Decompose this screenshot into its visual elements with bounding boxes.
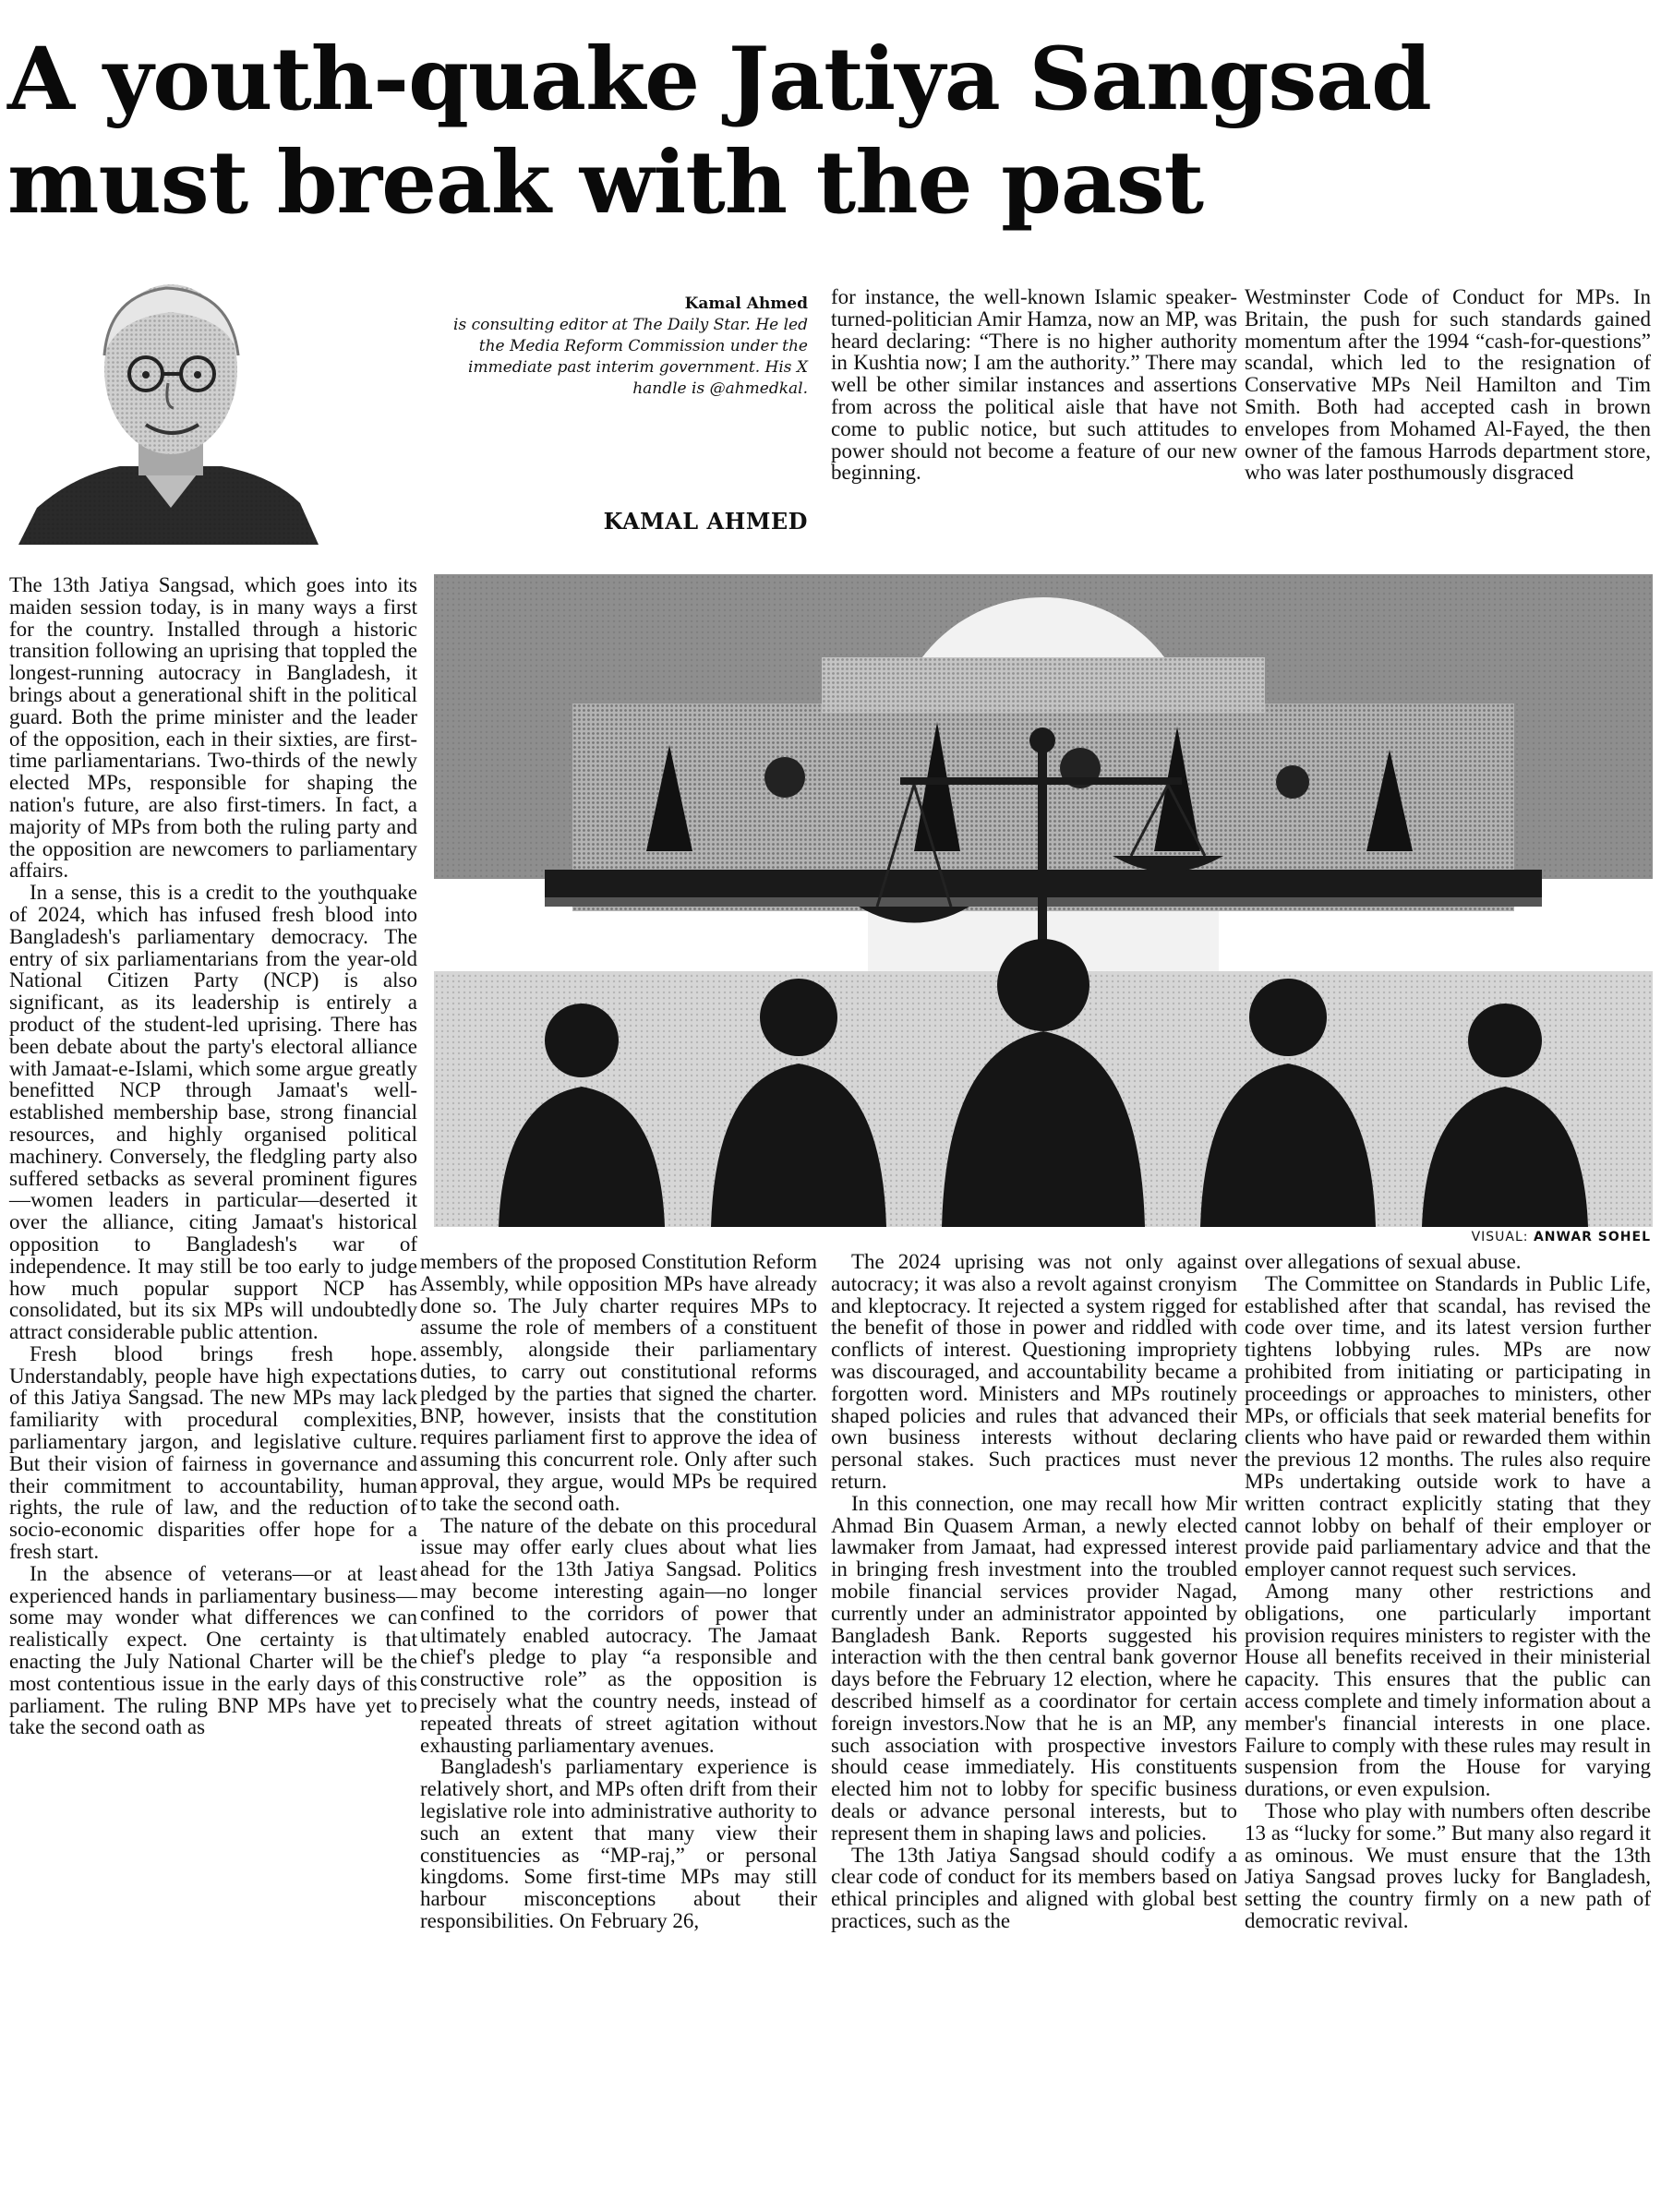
paragraph: Among many other restrictions and obligations, one particularly important provision requires ministers to register with the House all benefits received in their ministerial capacity. This ensures that the public can access complete and timely information about a member's financial interests in one place. Failure to comply with these rules may result in suspension from the House for varying durations, or even expulsion. <box>1245 1579 1651 1801</box>
paragraph: Those who play with numbers often describe 13 as “lucky for some.” But many also regard it as ominous. We must ensure that the 13th Jatiya Sangsad proves lucky for Bangladesh, setting the country firmly on a new path of democratic revival. <box>1245 1798 1651 1932</box>
paragraph: In the absence of veterans—or at least experienced hands in parliamentary business—some may wonder what differences we can realistically expect. One certainty is that enacting the July National Charter will be the most contentious issue in the early days of this parliament. The ruling BNP MPs have yet to take the second oath as <box>9 1561 417 1739</box>
paragraph: Bangladesh's parliamentary experience is relatively short, and MPs often drift from their legislative role into administrative authority to such an extent that many view their constituencies as “MP-raj,” or personal kingdoms. Some first-time MPs may still harbour misconceptions about their responsibilities. On February 26, <box>420 1755 817 1932</box>
paragraph: members of the proposed Constitution Reform Assembly, while opposition MPs have already done so. The July charter requires MPs to assume the role of members of a constituent assembly, alongside their parliamentary duties, to carry out constitutional reforms pledged by the parties that signed the charter. BNP, however, insists that the constitution requires parliament first to approve the idea of assuming this concurrent role. Only after such approval, they argue, would MPs be required to take the second oath. <box>420 1250 817 1515</box>
credit-name: ANWAR SOHEL <box>1533 1230 1651 1244</box>
paragraph: Fresh blood brings fresh hope. Understandably, people have high expectations of this Jatiya Sangsad. The new MPs may lack familiarity with procedural complexities, parliamentary jargon, and legislative culture. But their vision of fairness in governance and their commitment to accountability, human rights, the rule of law, and the reduction of socio-economic disparities offer hope for a fresh start. <box>9 1341 417 1564</box>
paragraph: In this connection, one may recall how Mir Ahmad Bin Quasem Arman, a newly elected lawmaker from Jamaat, had expressed interest in bringing fresh investment into the troubled mobile financial services provider Nagad, currently under an administrator appointed by Bangladesh Bank. Reports suggested his interaction with the then central bank governor days before the February 12 election, where he described himself as a coordinator for certain foreign investors.Now that he is an MP, any such association with prospective investors should cease immediately. His constituents elected him not to lobby for specific business deals or advance personal interests, but to represent them in shaping laws and policies. <box>831 1491 1237 1845</box>
illustration-credit <box>1293 1230 1651 1244</box>
column-3 <box>831 1251 1237 1932</box>
column-2 <box>420 1251 817 1932</box>
column-3-top <box>831 286 1237 484</box>
column-4 <box>1245 1251 1651 1932</box>
author-bio <box>434 294 808 400</box>
author-portrait <box>9 277 323 545</box>
paragraph: over allegations of sexual abuse. <box>1245 1250 1522 1273</box>
byline: KAMAL AHMED <box>603 508 808 535</box>
paragraph: Westminster Code of Conduct for MPs. In Britain, the push for such standards gained momentum after the 1994 “cash-for-questions” scandal, which led to the resignation of Conservative MPs Neil Hamilton and Tim Smith. Both had accepted cash in brown envelopes from Mohamed Al-Fayed, the then owner of the famous Harrods department store, who was later posthumously disgraced <box>1245 285 1651 485</box>
paragraph: In a sense, this is a credit to the youthquake of 2024, which has infused fresh blood into Bangladesh's parliamentary democracy. The entry of six parliamentarians from the year-old National Citizen Party (NCP) is also significant, as its leadership is entirely a product of the student-led uprising. There has been debate about the party's electoral alliance with Jamaat-e-Islami, which some argue greatly benefitted NCP through Jamaat's well-established membership base, strong financial resources, and highly organised political machinery. Conversely, the fledgling party also suffered setbacks as several prominent figures—women leaders in particular—deserted it over the alliance, citing Jamaat's historical opposition to Bangladesh's war of independence. It may still be too early to judge how much popular support NCP has consolidated, but its six MPs will undoubtedly attract considerable public attention. <box>9 881 417 1344</box>
paragraph: The 13th Jatiya Sangsad should codify a clear code of conduct for its members based on ethical principles and aligned with global best practices, such as the <box>831 1843 1237 1932</box>
headline-line-2: must break with the past <box>7 132 1204 234</box>
paragraph: The nature of the debate on this procedural issue may offer early clues about what lies ahead for the 13th Jatiya Sangsad. Politics may become interesting again—no longer confined to the corridors of power that ultimately enabled autocracy. The Jamaat chief's pledge to play “a responsible and constructive role” as the opposition is precisely what the country needs, instead of repeated threats of street agitation without exhausting parliamentary avenues. <box>420 1513 817 1757</box>
column-4-top <box>1245 286 1651 484</box>
headline-line-1: A youth-quake Jatiya Sangsad <box>7 29 1431 130</box>
paragraph: The 13th Jatiya Sangsad, which goes into its maiden session today, is in many ways a first for the country. Installed through a historic transition following an uprising that toppled the longest-running autocracy in Bangladesh, it brings about a generational shift in the political guard. Both the prime minister and the leader of the opposition, each in their sixties, are first-time parliamentarians. Two-thirds of the newly elected MPs, responsible for shaping the nation's future, are also first-timers. In fact, a majority of MPs from both the ruling party and the opposition are newcomers to parliamentary affairs. <box>9 573 417 883</box>
column-1 <box>9 574 417 1738</box>
illustration-parliament <box>434 574 1653 1227</box>
paragraph: for instance, the well-known Islamic speaker-turned-politician Amir Hamza, now an MP, was heard declaring: “There is no higher authority in Kushtia now; I am the authority.” There may well be other similar instances and assertions from across the political aisle that have not come to public notice, but such attitudes to power should not become a feature of our new beginning. <box>831 285 1237 485</box>
credit-label: VISUAL: <box>1471 1230 1529 1244</box>
headline <box>7 28 1651 234</box>
author-name: Kamal Ahmed <box>684 295 808 313</box>
paragraph: The 2024 uprising was not only against autocracy; it was also a revolt against cronyism and kleptocracy. It rejected a system rigged for the benefit of those in power and riddled with conflicts of interest. Questioning impropriety was discouraged, and accountability became a forgotten word. Ministers and MPs routinely shaped policies and rules that advanced their own business interests without declaring personal stakes. Such practices must never return. <box>831 1250 1237 1493</box>
author-description: is consulting editor at The Daily Star. He led the Media Reform Commission under the immediate past interim government. His X handle is @ahmedkal. <box>453 316 808 398</box>
paragraph: The Committee on Standards in Public Life, established after that scandal, has revised the code over time, and its latest version further tightens lobbying rules. MPs are now prohibited from initiating or participating in proceedings or approaches to ministers, other MPs, or officials that seek material benefits for clients who have paid or rewarded them within the previous 12 months. The rules also require MPs undertaking outside work to have a written contract explicitly stating that they cannot lobby on behalf of their employer or provide paid parliamentary advice and that the employer cannot request such services. <box>1245 1271 1651 1581</box>
